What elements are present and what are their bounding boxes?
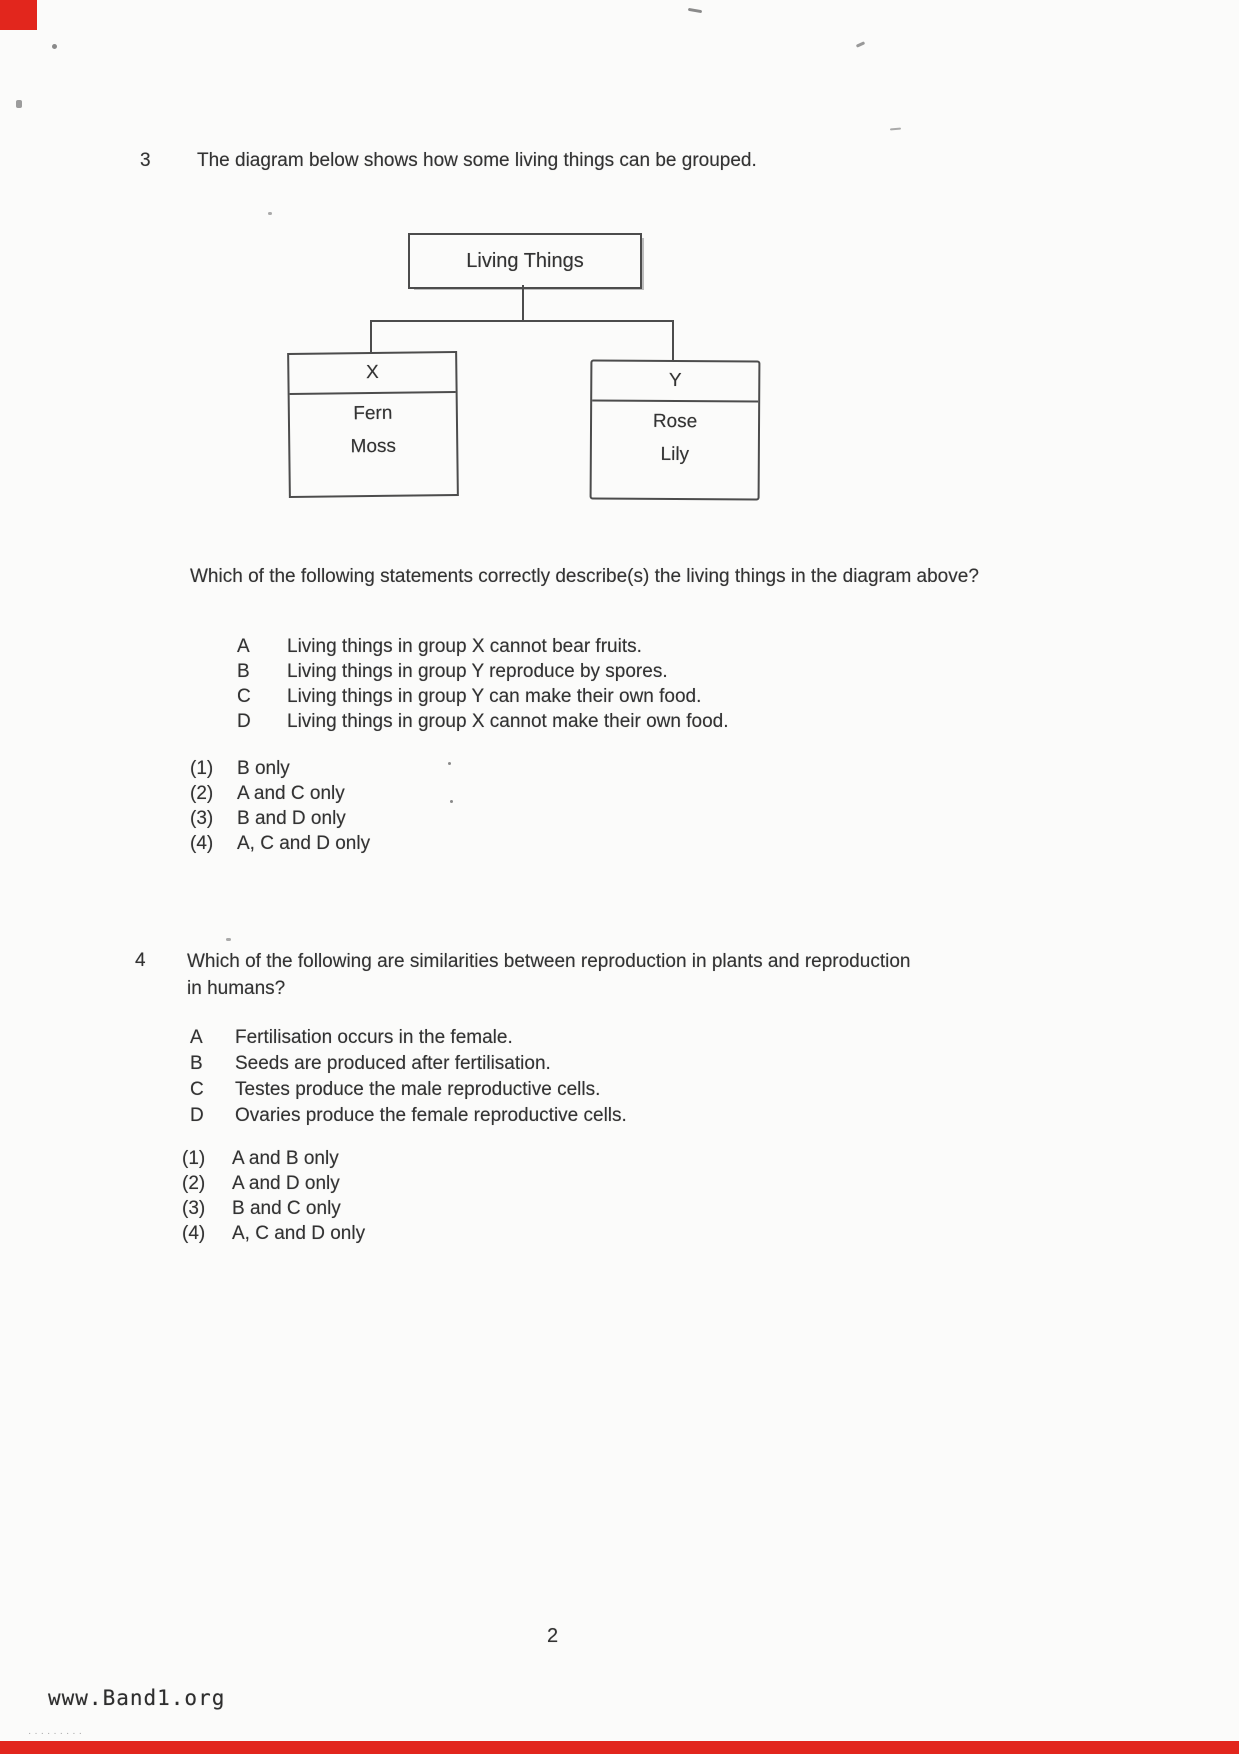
- statement-text: Fertilisation occurs in the female.: [235, 1027, 513, 1048]
- statement-text: Living things in group Y can make their own food.: [287, 686, 702, 707]
- question-3-number: 3: [140, 150, 151, 171]
- option-row: [182, 1171, 365, 1196]
- question-3-options: [190, 756, 370, 856]
- statement-text: Seeds are produced after fertilisation.: [235, 1053, 551, 1074]
- question-4-options: [182, 1146, 365, 1246]
- option-row: [182, 1221, 365, 1246]
- question-4-text: Which of the following are similarities between reproduction in plants and reproduction in humans?: [187, 951, 911, 999]
- option-text: A and B only: [232, 1148, 339, 1169]
- statement-label: C: [190, 1079, 204, 1100]
- statement-label: A: [190, 1027, 203, 1048]
- connector-vertical-root: [522, 285, 524, 321]
- connector-horizontal: [370, 320, 674, 322]
- option-row: [190, 806, 370, 831]
- statement-label: A: [237, 636, 250, 657]
- statement-row: [237, 709, 729, 734]
- question-3-section: [140, 148, 1020, 888]
- diagram-group-x-items: [290, 393, 457, 496]
- diagram-item-fern: Fern: [353, 402, 393, 425]
- option-label: (2): [190, 783, 214, 804]
- option-label: (3): [190, 808, 214, 829]
- scan-speck: [890, 128, 901, 131]
- question-3-statements: [237, 634, 729, 734]
- connector-vertical-x: [370, 320, 372, 353]
- statement-row: [190, 1051, 627, 1077]
- statement-text: Living things in group X cannot make their own food.: [287, 711, 729, 732]
- option-label: (4): [182, 1223, 206, 1244]
- statement-row: [190, 1103, 627, 1129]
- option-row: [182, 1146, 365, 1171]
- option-label: (4): [190, 833, 214, 854]
- connector-vertical-y: [672, 320, 674, 361]
- statement-label: B: [237, 661, 250, 682]
- option-label: (2): [182, 1173, 206, 1194]
- question-4-header: [135, 948, 1015, 1002]
- question-3-intro: The diagram below shows how some living things can be grouped.: [197, 150, 757, 171]
- option-text: B and D only: [237, 808, 346, 829]
- option-label: (1): [190, 758, 214, 779]
- statement-label: D: [190, 1105, 204, 1126]
- option-text: A and D only: [232, 1173, 340, 1194]
- scan-speck: [52, 44, 57, 49]
- statement-text: Living things in group Y reproduce by spores.: [287, 661, 668, 682]
- diagram-group-y-box: [590, 359, 761, 500]
- diagram-item-rose: Rose: [652, 410, 698, 433]
- statement-label: D: [237, 711, 251, 732]
- statement-text: Ovaries produce the female reproductive cells.: [235, 1105, 627, 1126]
- statement-label: C: [237, 686, 251, 707]
- statement-text: Living things in group X cannot bear fruits.: [287, 636, 642, 657]
- page-number: 2: [546, 1625, 559, 1647]
- scan-artifact-red-bottom: [0, 1741, 1239, 1754]
- diagram-group-y-label: Y: [592, 361, 758, 402]
- statement-row: [190, 1077, 627, 1103]
- diagram-group-y-items: [592, 401, 759, 498]
- diagram-root-box: [408, 233, 642, 289]
- scan-speck: [688, 8, 702, 13]
- statement-row: [190, 1025, 627, 1051]
- question-3-text: Which of the following statements correctly describe(s) the living things in the diagram above?: [190, 566, 979, 587]
- option-label: (3): [182, 1198, 206, 1219]
- option-text: B only: [237, 758, 290, 779]
- diagram-group-x-box: [287, 351, 459, 498]
- scan-artifact-red-top-left: [0, 0, 37, 30]
- option-row: [190, 831, 370, 856]
- option-row: [182, 1196, 365, 1221]
- diagram-group-x-label: X: [289, 353, 455, 395]
- classification-diagram: [140, 233, 1020, 508]
- option-text: A, C and D only: [237, 833, 371, 854]
- option-text: A, C and D only: [232, 1223, 366, 1244]
- question-4-statements: [190, 1025, 627, 1129]
- scan-speck: [226, 938, 231, 941]
- statement-row: [237, 634, 729, 659]
- option-text: A and C only: [237, 783, 345, 804]
- diagram-root-label: Living Things: [466, 249, 584, 272]
- question-4-number: 4: [135, 950, 146, 971]
- option-text: B and C only: [232, 1198, 341, 1219]
- scan-noise-dots: ·········: [28, 1728, 85, 1739]
- statement-label: B: [190, 1053, 203, 1074]
- watermark: www.Band1.org: [48, 1686, 226, 1710]
- statement-text: Testes produce the male reproductive cells.: [235, 1079, 601, 1100]
- question-4-section: [135, 948, 1015, 1278]
- statement-row: [237, 684, 729, 709]
- option-row: [190, 756, 370, 781]
- option-row: [190, 781, 370, 806]
- diagram-item-moss: Moss: [350, 435, 397, 458]
- statement-row: [237, 659, 729, 684]
- scan-speck: [16, 100, 22, 108]
- scan-speck: [856, 41, 865, 48]
- option-label: (1): [182, 1148, 206, 1169]
- question-3-header: [140, 148, 1020, 174]
- diagram-item-lily: Lily: [660, 443, 690, 466]
